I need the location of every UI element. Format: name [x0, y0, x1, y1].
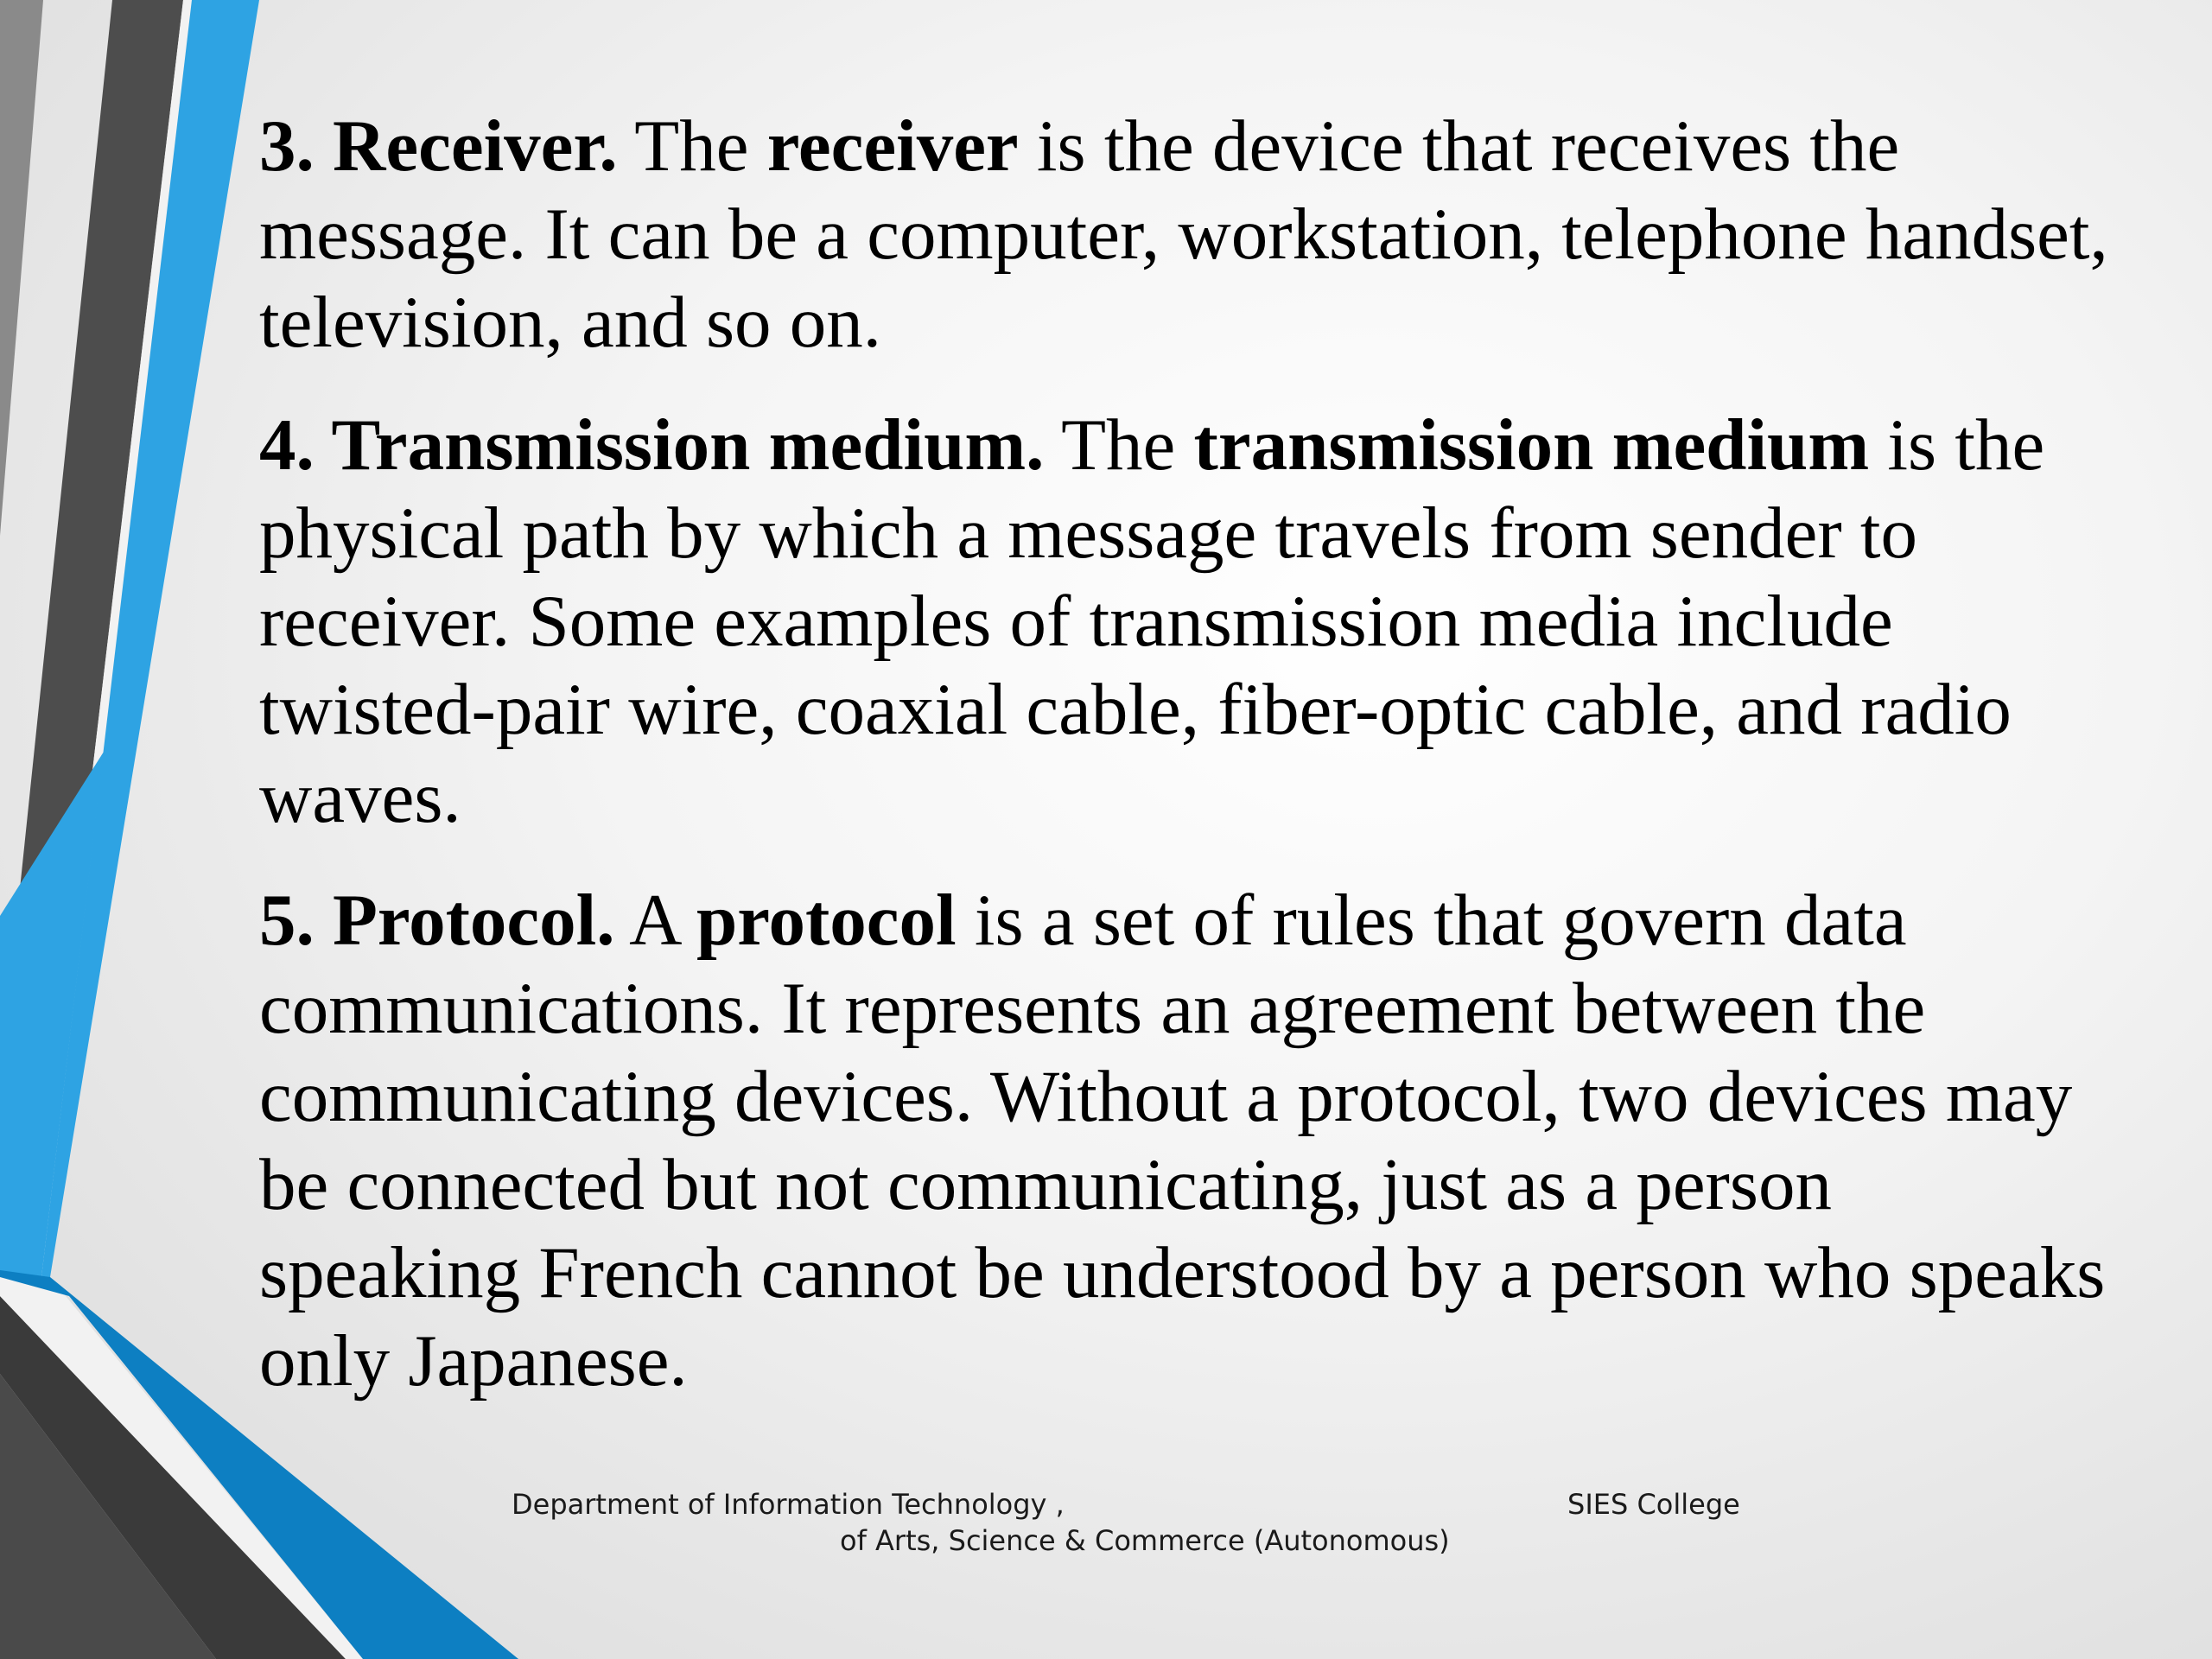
- paragraph-heading: 4. Transmission medium.: [259, 404, 1045, 486]
- decor-stripe-dark-left: [0, 0, 43, 536]
- footer-department: Department of Information Technology ,: [512, 1488, 1065, 1521]
- paragraph-heading: 3. Receiver.: [259, 105, 618, 187]
- paragraph-transmission-medium: [259, 401, 2108, 842]
- paragraph-text: A: [614, 880, 697, 961]
- slide-body: [259, 102, 2108, 1440]
- paragraph-text: The: [1044, 404, 1194, 486]
- footer-arts-science-commerce: of Arts, Science & Commerce (Autonomous): [840, 1524, 1450, 1557]
- paragraph-text: is the physical path by which a message travels from sender to receiver. Some examples of transmission media include twisted-pair wire, coaxial cable, fiber-optic cable, and radio waves.: [259, 404, 2045, 838]
- paragraph-term: transmission medium: [1193, 404, 1870, 486]
- paragraph-heading: 5. Protocol.: [259, 880, 615, 961]
- paragraph-term: receiver: [766, 105, 1019, 187]
- paragraph-receiver: [259, 102, 2108, 366]
- footer-college: SIES College: [1567, 1488, 1740, 1521]
- paragraph-protocol: [259, 876, 2108, 1405]
- paragraph-text: is a set of rules that govern data communications. It represents an agreement between the communicating devices. Without a protocol, two devices may be connected but not communicating, just as a person speaking French cannot be understood by a person who speaks only Japanese.: [259, 880, 2106, 1402]
- paragraph-text: The: [617, 105, 767, 187]
- paragraph-term: protocol: [696, 880, 957, 961]
- paragraph-text: is the device that receives the message. It can be a computer, workstation, telephone handset, television, and so on.: [259, 105, 2108, 363]
